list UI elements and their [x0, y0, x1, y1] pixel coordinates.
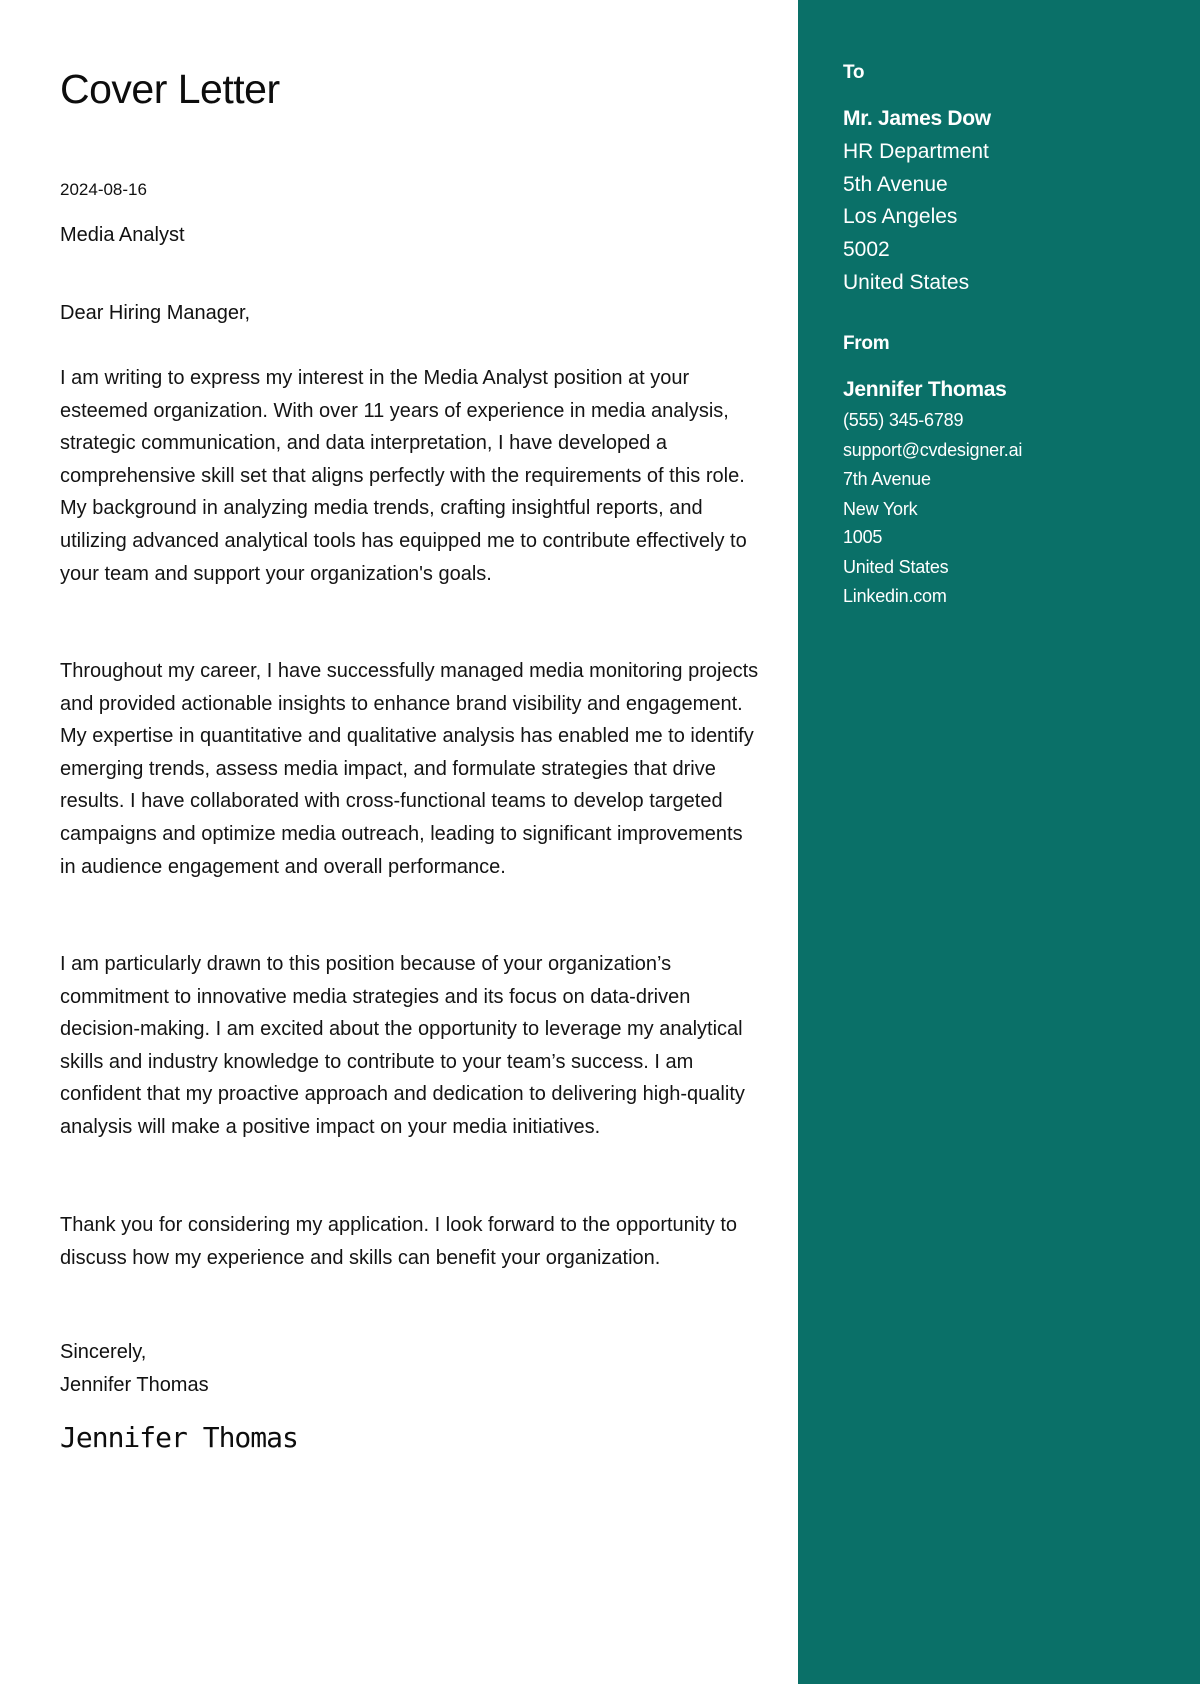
sender-website: Linkedin.com — [843, 586, 947, 606]
sender-email: support@cvdesigner.ai — [843, 440, 1023, 460]
recipient-postal-code: 5002 — [843, 238, 890, 261]
contact-sidebar — [798, 0, 1200, 1684]
salutation: Dear Hiring Manager, — [60, 302, 251, 324]
sender-phone: (555) 345-6789 — [843, 410, 964, 430]
paragraph-experience: Throughout my career, I have successfully managed media monitoring projects and provided actionable insights to enhance brand visibility and engagement. My expertise in quantitative and qualitative analysis has enabled me to identify emerging trends, assess media impact, and formulate strategies that drive results. I have collaborated with cross-functional teams to develop targeted campaigns and optimize media outreach, leading to significant improvements in audience engagement and overall performance. — [60, 660, 759, 878]
paragraph-motivation: I am particularly drawn to this position because of your organization’s commitment to innovative media strategies and its focus on data-driven decision-making. I am excited about the opportunity to leverage my analytical skills and industry knowledge to contribute to your team’s success. I am confident that my proactive approach and dedication to delivering high-quality analysis will make a positive impact on your media initiatives. — [60, 953, 745, 1138]
letter-date: 2024-08-16 — [60, 180, 147, 199]
paragraph-intro: I am writing to express my interest in the Media Analyst position at your esteemed organization. With over 11 years of experience in media analysis, strategic communication, and data interpretation, I have developed a comprehensive skill set that aligns perfectly with the requirements of this role. My background in analyzing media trends, crafting insightful reports, and utilizing advanced analytical tools has equipped me to contribute effectively to your team and support your organization's goals. — [60, 367, 747, 585]
sender-city: New York — [843, 499, 918, 519]
recipient-name: Mr. James Dow — [843, 107, 991, 130]
recipient-department: HR Department — [843, 140, 989, 163]
page-title: Cover Letter — [60, 66, 280, 112]
sender-name: Jennifer Thomas — [843, 378, 1007, 401]
from-label: From — [843, 333, 890, 354]
recipient-city: Los Angeles — [843, 205, 958, 228]
signer-name: Jennifer Thomas — [60, 1374, 209, 1396]
to-label: To — [843, 62, 865, 83]
closing-phrase: Sincerely, — [60, 1341, 147, 1363]
job-title: Media Analyst — [60, 224, 185, 246]
handwritten-signature: Jennifer Thomas — [60, 1421, 298, 1454]
recipient-street: 5th Avenue — [843, 173, 948, 196]
paragraph-closing: Thank you for considering my application. I look forward to the opportunity to discuss how my experience and skills can benefit your organization. — [60, 1214, 738, 1269]
sender-country: United States — [843, 557, 949, 577]
recipient-country: United States — [843, 271, 970, 294]
sender-postal-code: 1005 — [843, 527, 883, 547]
sender-street: 7th Avenue — [843, 469, 931, 489]
